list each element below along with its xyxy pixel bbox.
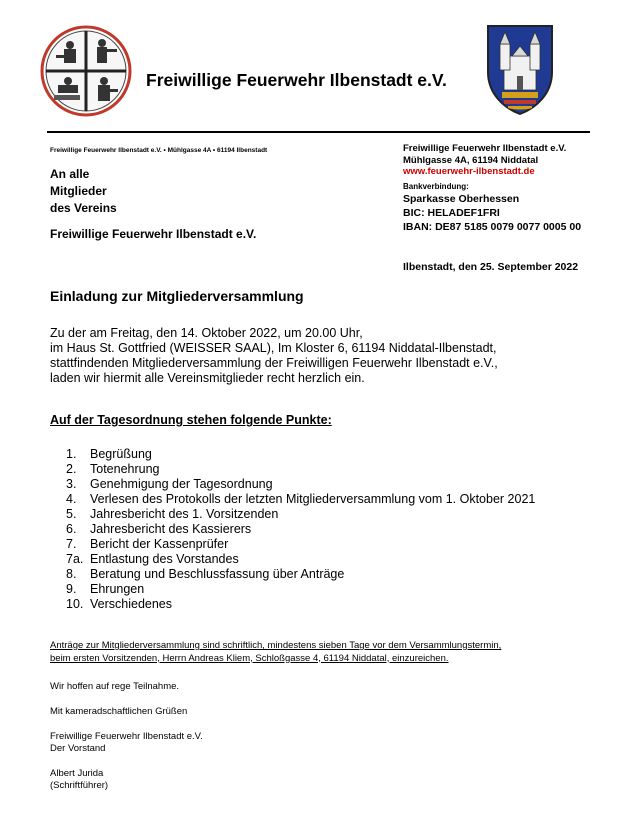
agenda-number: 6. (66, 522, 77, 536)
agenda-text: Verschiedenes (90, 597, 173, 611)
intro-line: Zu der am Freitag, den 14. Oktober 2022, um 20.00 Uhr, (50, 326, 363, 340)
recipient-line: An alle (50, 167, 90, 181)
agenda-number: 10. (66, 597, 84, 611)
contact-info (403, 143, 581, 234)
closing-hope: Wir hoffen auf rege Teilnahme. (50, 681, 180, 692)
agenda-item (66, 462, 535, 477)
letter-subject: Einladung zur Mitgliederversammlung (50, 288, 304, 304)
agenda-item (66, 582, 535, 597)
bank-label: Bankverbindung: (403, 181, 469, 191)
agenda-number: 4. (66, 492, 77, 506)
note-line: Anträge zur Mitgliederversammlung sind schriftlich, mindestens sieben Tage vor dem Versammlungstermin, (50, 640, 502, 651)
agenda-text: Verlesen des Protokolls der letzten Mitgliederversammlung vom 1. Oktober 2021 (90, 492, 536, 506)
intro-line: im Haus St. Gottfried (WEISSER SAAL), Im Kloster 6, 61194 Niddatal-Ilbenstadt, (50, 341, 497, 355)
header-rule (47, 131, 590, 133)
signer-name: Albert Jurida (50, 768, 104, 779)
note-line: beim ersten Vorsitzenden, Herrn Andreas Kliem, Schloßgasse 4, 61194 Niddatal, einzureichen. (50, 652, 449, 664)
agenda-text: Jahresbericht des 1. Vorsitzenden (90, 507, 279, 521)
agenda-number: 3. (66, 477, 77, 491)
agenda-heading: Auf der Tagesordnung stehen folgende Punkte: (50, 413, 332, 427)
agenda-number: 2. (66, 462, 77, 476)
agenda-list (66, 447, 535, 612)
agenda-text: Genehmigung der Tagesordnung (90, 477, 273, 491)
agenda-text: Entlastung des Vorstandes (90, 552, 239, 566)
agenda-item (66, 492, 535, 507)
agenda-number: 7. (66, 537, 77, 551)
recipient-block (50, 166, 117, 217)
agenda-item (66, 552, 535, 567)
recipient-org: Freiwillige Feuerwehr Ilbenstadt e.V. (50, 227, 257, 241)
closing-greeting: Mit kameradschaftlichen Grüßen (50, 706, 188, 717)
signature-board: Der Vorstand (50, 743, 106, 754)
recipient-line: Mitglieder (50, 184, 107, 198)
org-title: Freiwillige Feuerwehr Ilbenstadt e.V. (146, 70, 447, 90)
intro-line: stattfindenden Mitgliederversammlung der Freiwilligen Feuerwehr Ilbenstadt e.V., (50, 356, 498, 370)
agenda-item (66, 477, 535, 492)
agenda-number: 9. (66, 582, 77, 596)
info-org: Freiwillige Feuerwehr Ilbenstadt e.V. (403, 143, 567, 154)
bank-name: Sparkasse Oberhessen (403, 193, 520, 205)
agenda-text: Ehrungen (90, 582, 145, 596)
signature-block (50, 731, 203, 755)
town-crest (482, 22, 558, 116)
bank-iban: IBAN: DE87 5185 0079 0077 0005 00 (403, 221, 582, 233)
recipient-line: des Vereins (50, 201, 117, 215)
signature-org: Freiwillige Feuerwehr Ilbenstadt e.V. (50, 731, 203, 742)
agenda-text: Beratung und Beschlussfassung über Anträge (90, 567, 345, 581)
agenda-item (66, 447, 535, 462)
agenda-item (66, 537, 535, 552)
agenda-text: Bericht der Kassenprüfer (90, 537, 229, 551)
agenda-item (66, 507, 535, 522)
sender-line: Freiwillige Feuerwehr Ilbenstadt e.V. • Mühlgasse 4A • 61194 Ilbenstadt (50, 147, 268, 154)
agenda-text: Totenehrung (90, 462, 160, 476)
date-line: Ilbenstadt, den 25. September 2022 (403, 261, 579, 273)
agenda-number: 5. (66, 507, 77, 521)
bank-bic: BIC: HELADEF1FRI (403, 207, 500, 219)
intro-paragraph (50, 326, 498, 386)
agenda-text: Jahresbericht des Kassierers (90, 522, 252, 536)
agenda-number: 8. (66, 567, 77, 581)
agenda-item (66, 522, 535, 537)
intro-line: laden wir hiermit alle Vereinsmitglieder recht herzlich ein. (50, 371, 365, 385)
fire-brigade-logo (40, 25, 132, 117)
signer-block (50, 768, 108, 792)
motion-note (50, 640, 501, 665)
agenda-number: 1. (66, 447, 77, 461)
agenda-item (66, 567, 535, 582)
info-address: Mühlgasse 4A, 61194 Niddatal (403, 154, 539, 166)
agenda-text: Begrüßung (90, 447, 152, 461)
signer-role: (Schriftführer) (50, 780, 109, 791)
agenda-number: 7a. (66, 552, 84, 566)
agenda-item (66, 597, 535, 612)
website-link[interactable]: www.feuerwehr-ilbenstadt.de (403, 166, 535, 177)
